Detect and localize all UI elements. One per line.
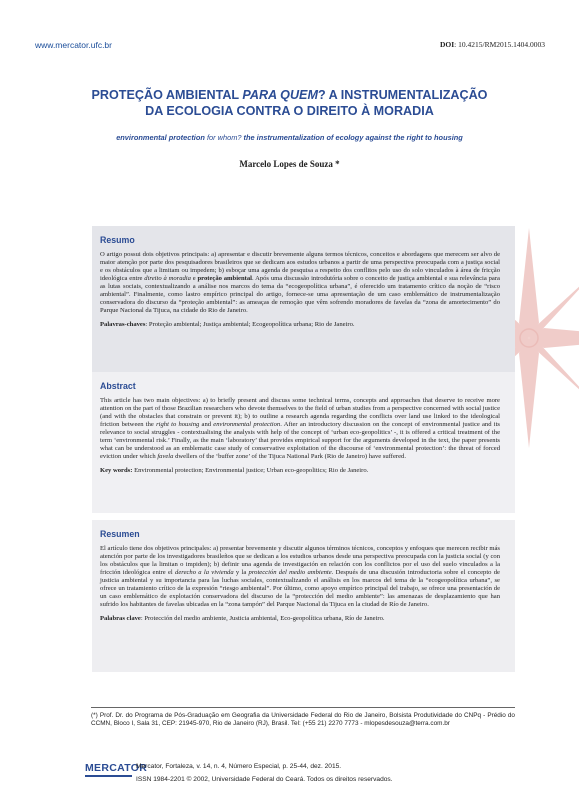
abstract-keywords: [100, 467, 500, 475]
resumo-body-a: O artigo possui dois objetivos principais: a) apresentar e discutir brevemente alguns termos técnicos, conceitos e abordagens que merecem ser alvo de maior atenção por parte dos pesquisadores brasileiros que se dedicam aos estudos urbanos a partir de uma perspectiva preocupada com a justiça social e os obstáculos que a limitam ou impedem; b) esboçar uma agenda de pesquisa a respeito dos conflitos pelo uso do solo vinculados à área de fricção ideológica entre: [100, 251, 500, 283]
resumo-keywords: [100, 321, 500, 329]
resumo-heading: Resumo: [100, 235, 135, 245]
resumen-kw-label: Palabras clave: [100, 615, 141, 623]
abstract-body-i1: right to housing: [156, 421, 200, 429]
abstract-heading: Abstract: [100, 381, 136, 391]
abstract-body-i3: favela: [157, 453, 174, 461]
article-subtitle: [20, 133, 559, 142]
footnote-divider: [91, 707, 515, 708]
subtitle-part3: the instrumentalization of ecology against the right to housing: [241, 133, 463, 142]
resumen-body-b: y la: [233, 569, 249, 577]
resumen-kw-value: : Protección del medio ambiente, Justicia ambiental, Eco-geopolítica urbana, Río de Janeiro.: [140, 615, 385, 623]
logo-underline: [85, 775, 132, 777]
resumen-heading: Resumen: [100, 529, 140, 539]
abstract-section: [100, 381, 500, 475]
author-name: Marcelo Lopes de Souza *: [239, 159, 340, 169]
resumo-body-c: . Após uma discussão introdutória sobre o conceito de justiça ambiental e sua relevância para as lutas sociais, contextualizando a análise nos marcos do tema da “ecogeopolítica urbana”, é oferecido um tratamento crítico da noção de “risco ambiental”. Finalmente, como lastro empírico principal do artigo, fornece-se uma apresentação de um caso emblemático de instrumentalização conservadora do discurso da “proteção ambiental”: as ameaças de remoção que vêm sofrendo moradores de favelas da “zona de amortecimento” do Parque Nacional da Tijuca, na cidade do Rio de Janeiro.: [100, 275, 500, 315]
resumen-keywords: [100, 615, 500, 623]
resumen-body: [100, 545, 500, 609]
resumo-kw-label: Palavras-chaves: [100, 321, 146, 329]
abstract-kw-label: Key words:: [100, 467, 133, 475]
abstract-body-b: and: [199, 421, 214, 429]
mercator-logo: MERCATOR: [85, 762, 148, 774]
resumen-body-a: El artículo tiene dos objetivos principales: a) presentar brevemente y discutir algunos términos técnicos, conceptos y enfoques que merecen recibir más atención por parte de los investigadores brasileños que se dedican a los estudios urbanos desde una perspectiva preocupada con la justicia social (y con los obstáculos que la limitan o impiden); b) definir una agenda de investigación en relación con los conflictos por el uso del suelo vinculados a la fricción ideológica entre el: [100, 545, 500, 577]
resumen-section: [100, 529, 500, 623]
resumen-body-i1: derecho a la vivienda: [175, 569, 234, 577]
resumo-body-b2: proteção ambiental: [197, 275, 252, 283]
subtitle-part2: for whom?: [206, 133, 242, 142]
resumen-body-i2: protección del medio ambiente: [248, 569, 332, 577]
journal-url[interactable]: www.mercator.ufc.br: [35, 40, 112, 50]
resumen-body-c: . Después de una discusión introductoria sobre el concepto de justicia ambiental y su importancia para las luchas sociales, contextualizando el análisis en los marcos del tema de la “ecogeopolítica urbana”, se ofrece un tratamiento crítico de la expresión “riesgo ambiental”. Por último, como apoyo empírico principal del trabajo, se ofrece una presentación de un caso emblemático de explotación conservadora del discurso de la “protección del medio ambiente”: las amenazas de desplazamiento que han sufrido los habitantes de favelas ubicadas en la “zona tampón” del Parque Nacional da Tijuca en la ciudad de Río de Janeiro.: [100, 569, 500, 609]
title-part2: PARA QUEM: [242, 88, 318, 102]
doi: [440, 40, 545, 49]
resumo-body-i1: direito à moradia: [144, 275, 191, 283]
article-title: [40, 87, 539, 119]
title-part1: PROTEÇÃO AMBIENTAL: [91, 88, 243, 102]
abstract-kw-value: Environmental protection; Environmental justice; Urban eco-geopolitics; Rio de Janeiro.: [132, 467, 369, 475]
resumo-body: [100, 251, 500, 315]
resumo-body-b: e: [190, 275, 198, 283]
author-footnote: (*) Prof. Dr. do Programa de Pós-Graduação em Geografia da Universidade Federal do Rio de Janeiro, Bolsista Produtividade do CNPq - Prédio do CCMN, Bloco I, Sala 31, CEP: 21945-970, Rio de Janeiro (RJ), Brasil. Tel: (+55 21) 2270 7773 - mlopesdesouza@terra.com.br: [91, 712, 515, 728]
abstract-body-c: . After an introductory discussion on the concept of environmental justice and its relevance to social struggles - contextualising the analysis with help of the concept of ‘urban eco-geopolitics’ -, it is offered a critical treatment of the term ‘environmental risk.’ Finally, as the main ‘laboratory’ that provides empirical support for the arguments developed in the text, the paper presents what can be understood as an emblematic case study of conservative exploitation of the discourse of ‘environmental protection’: the threat of forced eviction under which: [100, 421, 500, 461]
issn-copyright: ISSN 1984-2201 © 2002, Universidade Federal do Ceará. Todos os direitos reservados.: [136, 776, 393, 783]
resumo-kw-value: : Proteção ambiental; Justiça ambiental; Ecogeopolítica urbana; Rio de Janeiro.: [145, 321, 355, 329]
abstract-body-a: This article has two main objectives: a) to briefly present and discuss some technical terms, concepts and approaches that deserve to receive more attention on the part of those Brazilian researchers who devote themselves to the field of urban studies from a perspective concerned with social justice (and with the obstacles that constrain or prevent it); b) to outline a research agenda regarding the conflicts over land use linked to the ideological friction between the: [100, 397, 500, 429]
abstract-body-i2: environmental protection: [213, 421, 281, 429]
doi-value: : 10.4215/RM2015.1404.0003: [454, 40, 545, 49]
publication-info: Mercator, Fortaleza, v. 14, n. 4, Número Especial, p. 25-44, dez. 2015.: [136, 763, 342, 770]
abstract-body-d: dwellers of the ‘buffer zone’ of the Tijuca National Park (Rio de Janeiro) have suffered.: [173, 453, 406, 461]
title-line2: DA ECOLOGIA CONTRA O DIREITO À MORADIA: [145, 104, 434, 118]
doi-label: DOI: [439, 40, 455, 49]
subtitle-part1: environmental protection: [116, 133, 207, 142]
resumo-section: [100, 235, 500, 329]
title-part3: ? A INSTRUMENTALIZAÇÃO: [317, 88, 488, 102]
abstract-body: [100, 397, 500, 461]
